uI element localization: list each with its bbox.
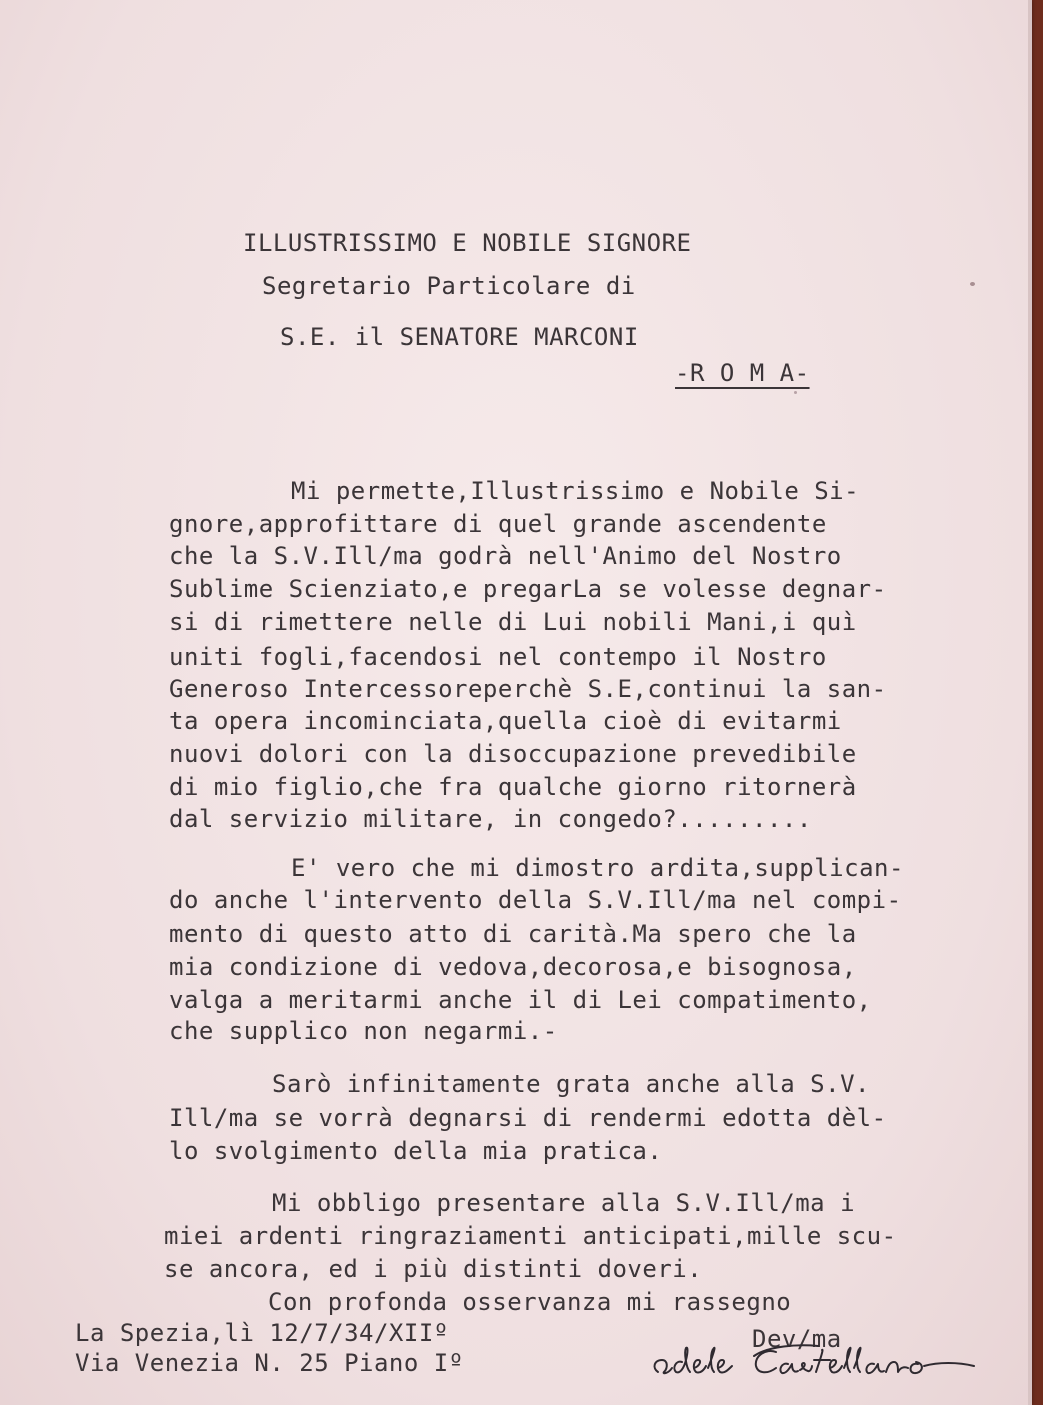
- address-line-3: S.E. il SENATORE MARCONI: [280, 323, 639, 351]
- p1-line-1: Mi permette,Illustrissimo e Nobile Si-: [291, 477, 860, 505]
- p4-line-3: se ancora, ed i più distinti doveri.: [164, 1255, 703, 1283]
- p2-line-3: mento di questo atto di carità.Ma spero che la: [169, 920, 857, 948]
- p1-line-11: dal servizio militare, in congedo?.........: [169, 805, 812, 833]
- p1-line-10: di mio figlio,che fra qualche giorno ritornerà: [169, 773, 857, 801]
- devma-label: Dev/ma: [752, 1325, 842, 1353]
- address-line-2: Segretario Particolare di: [262, 272, 636, 300]
- p2-line-2: do anche l'intervento della S.V.Ill/ma nel compi-: [169, 886, 902, 914]
- p1-line-2: gnore,approfittare di quel grande ascendente: [169, 510, 827, 538]
- address-line-1: ILLUSTRISSIMO E NOBILE SIGNORE: [243, 229, 692, 257]
- p1-line-3: che la S.V.Ill/ma godrà nell'Animo del Nostro: [169, 542, 842, 570]
- sender-address: Via Venezia N. 25 Piano Iº: [75, 1349, 464, 1377]
- p2-line-5: valga a meritarmi anche il di Lei compatimento,: [169, 986, 872, 1014]
- p1-line-4: Sublime Scienziato,e pregarLa se volesse degnar-: [169, 575, 887, 603]
- p1-line-8: ta opera incominciata,quella cioè di evitarmi: [169, 707, 842, 735]
- p2-line-4: mia condizione di vedova,decorosa,e bisognosa,: [169, 953, 857, 981]
- place-date: La Spezia,lì 12/7/34/XIIº: [75, 1319, 449, 1347]
- address-city: -R O M A-: [675, 359, 810, 387]
- paper-blemish: [970, 282, 975, 286]
- p1-line-7: Generoso Intercessoreperchè S.E,continui la san-: [169, 675, 887, 703]
- p3-line-3: lo svolgimento della mia pratica.: [169, 1137, 663, 1165]
- p2-line-1: E' vero che mi dimostro ardita,supplican-: [291, 854, 904, 882]
- p4-line-1: Mi obbligo presentare alla S.V.Ill/ma i: [272, 1189, 856, 1217]
- closing-line: Con profonda osservanza mi rassegno: [268, 1288, 792, 1316]
- paper-blemish: [794, 391, 797, 394]
- handwritten-signature: [648, 1338, 988, 1388]
- p2-line-6: che supplico non negarmi.-: [169, 1017, 558, 1045]
- p1-line-5: si di rimettere nelle di Lui nobili Mani,i quì: [169, 608, 857, 636]
- p1-line-9: nuovi dolori con la disoccupazione prevedibile: [169, 740, 857, 768]
- sheet-edge: [1028, 0, 1032, 1405]
- p4-line-2: miei ardenti ringraziamenti anticipati,mille scu-: [164, 1222, 897, 1250]
- p3-line-1: Sarò infinitamente grata anche alla S.V.: [272, 1070, 870, 1098]
- p3-line-2: Ill/ma se vorrà degnarsi di rendermi edotta dèl-: [169, 1104, 887, 1132]
- p1-line-6: uniti fogli,facendosi nel contempo il Nostro: [169, 643, 827, 671]
